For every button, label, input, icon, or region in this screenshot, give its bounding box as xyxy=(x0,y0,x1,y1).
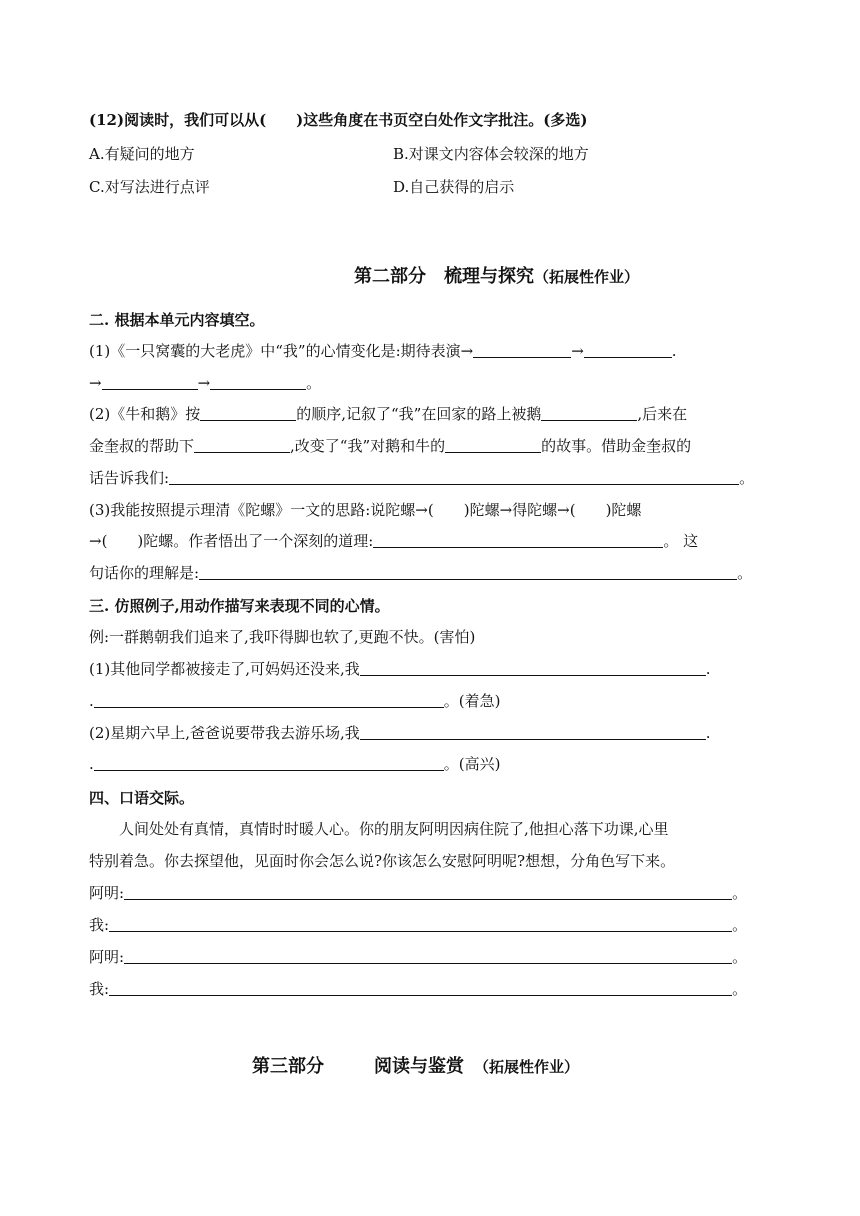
part-2-subtitle: （拓展性作业） xyxy=(534,268,640,286)
dot: . xyxy=(671,342,677,360)
section-3-title: 三. 仿照例子,用动作描写来表现不同的心情。 xyxy=(89,597,390,615)
blank[interactable] xyxy=(473,340,571,358)
period: 。 xyxy=(732,916,748,934)
dot: . xyxy=(705,724,711,742)
s2-l2a: (2)《牛和鹅》按 xyxy=(89,405,201,423)
blank[interactable] xyxy=(94,753,444,771)
blank[interactable] xyxy=(584,340,672,358)
period: 。 xyxy=(306,374,322,392)
s2-l6a: →( )陀螺。作者悟出了一个深刻的道理: xyxy=(89,532,374,550)
s3-q2a: (2)星期六早上,爸爸说要带我去游乐场,我 xyxy=(89,724,360,742)
s4-paragraph-1: 人间处处有真情，真情时时暖人心。你的朋友阿明因病住院了,他担心落下功课,心里 xyxy=(119,820,669,838)
arrow: → xyxy=(89,374,102,392)
period: 。 xyxy=(732,980,748,998)
s2-line-8 xyxy=(89,561,770,585)
part-2-heading xyxy=(354,264,639,290)
s2-line-3 xyxy=(89,402,770,426)
arrow: → xyxy=(571,342,584,360)
s4-paragraph-2: 特别着急。你去探望他，见面时你会怎么说?你该怎么安慰阿明呢?想想，分角色写下来。 xyxy=(89,852,676,870)
s2-l4a: 话告诉我们: xyxy=(89,469,170,487)
period: 。 xyxy=(732,948,748,966)
s3-q2-line-2 xyxy=(89,752,770,776)
part-3-heading xyxy=(252,1054,579,1080)
blank[interactable] xyxy=(200,403,296,421)
blank[interactable] xyxy=(199,562,737,580)
period: 。 xyxy=(732,884,748,902)
dot: . xyxy=(705,660,711,678)
s3-q1-line-2 xyxy=(89,689,770,713)
s3-example: 例:一群鹅朝我们追来了,我吓得脚也软了,更跑不快。(害怕) xyxy=(89,628,476,646)
blank[interactable] xyxy=(102,372,198,390)
s3-q1b: 。(着急) xyxy=(443,692,501,710)
blank[interactable] xyxy=(360,658,706,676)
section-4-title: 四、口语交际。 xyxy=(89,789,195,807)
option-c: C.对写法进行点评 xyxy=(89,178,210,196)
option-b: B.对课文内容体会较深的地方 xyxy=(393,145,589,163)
question-12-stem: (12)阅读时，我们可以从( )这些角度在书页空白处作文字批注。(多选) xyxy=(89,111,588,129)
s2-l3a: 金奎叔的帮助下 xyxy=(89,437,195,455)
role-label: 阿明: xyxy=(89,884,125,902)
s2-l1-text: (1)《一只窝囊的大老虎》中“我”的心情变化是:期待表演→ xyxy=(89,342,474,360)
blank[interactable] xyxy=(360,722,706,740)
blank[interactable] xyxy=(124,882,732,900)
s2-line-1 xyxy=(89,339,770,363)
s2-l3b: ,改变了“我”对鹅和牛的 xyxy=(290,437,446,455)
blank[interactable] xyxy=(541,403,637,421)
period: 。 xyxy=(737,564,753,582)
dot: . xyxy=(89,755,94,773)
s2-line-5 xyxy=(89,466,770,490)
s2-line-7 xyxy=(89,529,770,553)
role-label: 我: xyxy=(89,980,110,998)
part-2-title: 第二部分 梳理与探究 xyxy=(354,266,534,287)
blank[interactable] xyxy=(109,914,732,932)
s2-line-2 xyxy=(89,371,770,395)
s2-l2c: ,后来在 xyxy=(637,405,688,423)
dialog-line-me-1 xyxy=(89,913,770,937)
blank[interactable] xyxy=(445,435,541,453)
blank[interactable] xyxy=(94,690,444,708)
part-3-subtitle: （拓展性作业） xyxy=(474,1058,580,1076)
dialog-line-aming-1 xyxy=(89,881,770,905)
blank[interactable] xyxy=(169,467,739,485)
dialog-line-me-2 xyxy=(89,977,770,1001)
s2-l3c: 的故事。借助金奎叔的 xyxy=(541,437,692,455)
s2-l2b: 的顺序,记叙了“我”在回家的路上被鹅 xyxy=(296,405,542,423)
s3-q1a: (1)其他同学都被接走了,可妈妈还没来,我 xyxy=(89,660,360,678)
s3-q2b: 。(高兴) xyxy=(443,755,501,773)
s2-line-6: (3)我能按照提示理清《陀螺》一文的思路:说陀螺→( )陀螺→得陀螺→( )陀螺 xyxy=(89,501,642,519)
role-label: 我: xyxy=(89,916,110,934)
dialog-line-aming-2 xyxy=(89,945,770,969)
s2-line-4 xyxy=(89,434,770,458)
section-2-title: 二. 根据本单元内容填空。 xyxy=(89,311,265,329)
option-d: D.自己获得的启示 xyxy=(393,178,515,196)
part-3-title: 第三部分 xyxy=(252,1056,324,1077)
blank[interactable] xyxy=(124,946,732,964)
blank[interactable] xyxy=(194,435,290,453)
s2-l7a: 句话你的理解是: xyxy=(89,564,200,582)
option-a: A.有疑问的地方 xyxy=(89,145,195,163)
blank[interactable] xyxy=(210,372,306,390)
arrow: → xyxy=(197,374,211,392)
period: 。 xyxy=(739,469,755,487)
part-3-name: 阅读与鉴赏 xyxy=(374,1056,464,1077)
s2-l6b: 。 这 xyxy=(663,532,699,550)
s3-q1-line-1 xyxy=(89,657,770,681)
blank[interactable] xyxy=(109,978,732,996)
s3-q2-line-1 xyxy=(89,721,770,745)
dot: . xyxy=(89,692,94,710)
role-label: 阿明: xyxy=(89,948,125,966)
blank[interactable] xyxy=(373,530,663,548)
